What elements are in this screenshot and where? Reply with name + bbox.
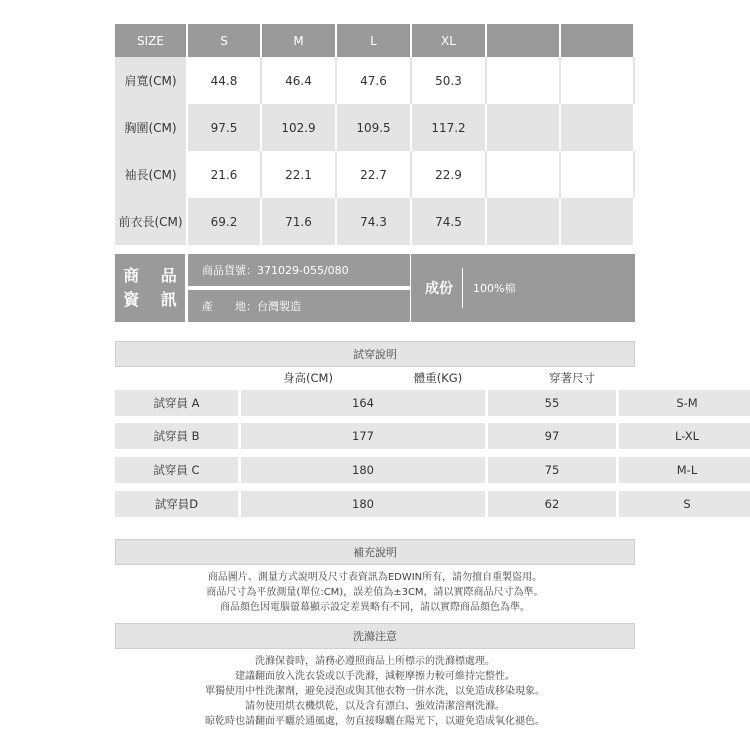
washing-notes: [115, 654, 635, 729]
size-header-cell: XL: [412, 24, 487, 57]
size-header-cell: [487, 24, 561, 57]
product-info-title: [115, 254, 185, 322]
size-header-cell: L: [337, 24, 412, 57]
tryon-height: 164: [241, 390, 485, 416]
size-value-cell: [561, 104, 635, 151]
size-table-header-row: [115, 24, 635, 57]
size-value-cell: 109.5: [337, 104, 412, 151]
composition-value: 100%棉: [473, 282, 516, 295]
size-header-cell: S: [188, 24, 262, 57]
size-value-cell: 22.9: [412, 151, 487, 198]
composition-box: [411, 254, 635, 322]
size-value-cell: 117.2: [412, 104, 487, 151]
sku-line: [188, 254, 410, 286]
tryon-size: S: [619, 491, 750, 517]
tryon-row: [115, 491, 691, 517]
composition-divider: [462, 268, 463, 308]
tryon-row: [115, 423, 700, 449]
size-value-cell: 21.6: [188, 151, 262, 198]
tryon-name: 試穿員 A: [115, 390, 238, 416]
size-value-cell: [487, 151, 561, 198]
size-value-cell: 102.9: [262, 104, 337, 151]
tryon-height: 180: [241, 491, 485, 517]
size-header-cell: M: [262, 24, 337, 57]
origin-value: 台灣製造: [257, 300, 301, 313]
sku-label: 商品貨號：: [202, 264, 257, 277]
tryon-col-size: 穿著尺寸: [549, 371, 595, 385]
size-table-row: [115, 57, 635, 104]
tryon-weight: 97: [488, 423, 616, 449]
size-value-cell: [487, 57, 561, 104]
tryon-size: S-M: [619, 390, 750, 416]
size-value-cell: 71.6: [262, 198, 337, 245]
tryon-row: [115, 457, 698, 483]
size-value-cell: 22.7: [337, 151, 412, 198]
tryon-name: 試穿員D: [115, 491, 238, 517]
washing-line: 建議翻面放入洗衣袋或以手洗滌，減輕摩擦力較可維持完整性。: [235, 671, 515, 682]
size-value-cell: 50.3: [412, 57, 487, 104]
washing-line: 請勿使用烘衣機烘乾，以及含有漂白、強效清潔溶劑洗滌。: [245, 701, 505, 712]
tryon-col-height: 身高(CM): [283, 371, 333, 385]
tryon-weight: 62: [488, 491, 616, 517]
size-value-cell: 74.5: [412, 198, 487, 245]
supplement-section-header: 補充說明: [115, 539, 635, 565]
supplement-line: 商品顏色因電腦螢幕顯示設定差異略有不同，請以實際商品顏色為準。: [220, 602, 530, 613]
size-table-row: [115, 198, 635, 245]
size-table-row: [115, 104, 635, 151]
tryon-size: L-XL: [619, 423, 750, 449]
size-value-cell: [561, 57, 635, 104]
tryon-column-headers: [115, 370, 635, 388]
size-table-row: [115, 151, 635, 198]
tryon-size: M-L: [619, 457, 750, 483]
washing-section-header: 洗滌注意: [115, 623, 635, 649]
washing-line: 單獨使用中性洗潔劑，避免浸泡或與其他衣物一併水洗，以免造成移染現象。: [205, 686, 545, 697]
size-value-cell: 46.4: [262, 57, 337, 104]
size-value-cell: [561, 151, 635, 198]
product-info-title-line: 商 品: [123, 266, 185, 285]
size-value-cell: 44.8: [188, 57, 262, 104]
size-row-label: 前衣長(CM): [115, 198, 188, 245]
size-header-cell: [561, 24, 635, 57]
washing-line: 晾乾時也請翻面平曬於通風處，勿直接曝曬在陽光下，以避免造成氧化褪色。: [205, 716, 545, 727]
supplement-line: 商品圖片、測量方式說明及尺寸表資訊為EDWIN所有，請勿擅自重製盜用。: [207, 572, 543, 583]
tryon-weight: 75: [488, 457, 616, 483]
size-table: [115, 24, 635, 245]
tryon-weight: 55: [488, 390, 616, 416]
tryon-name: 試穿員 C: [115, 457, 238, 483]
size-value-cell: 97.5: [188, 104, 262, 151]
tryon-height: 180: [241, 457, 485, 483]
product-info: [115, 254, 635, 322]
size-value-cell: 47.6: [337, 57, 412, 104]
composition-label: 成份: [425, 281, 453, 297]
washing-line: 洗滌保養時，請務必遵照商品上所標示的洗滌標處理。: [255, 656, 495, 667]
origin-line: [188, 290, 410, 322]
origin-label: 產 地：: [202, 300, 257, 313]
size-row-label: 袖長(CM): [115, 151, 188, 198]
size-value-cell: [487, 104, 561, 151]
supplement-notes: [115, 570, 635, 615]
sku-value: 371029-055/080: [257, 263, 349, 277]
tryon-section-header: 試穿說明: [115, 341, 635, 367]
product-info-details: [188, 254, 410, 322]
size-value-cell: [487, 198, 561, 245]
supplement-line: 商品尺寸為平放測量(單位:CM)，誤差值為±3CM，請以實際商品尺寸為準。: [206, 587, 544, 598]
tryon-row: [115, 390, 698, 416]
tryon-col-weight: 體重(KG): [413, 371, 463, 385]
size-row-label: 肩寬(CM): [115, 57, 188, 104]
size-value-cell: 69.2: [188, 198, 262, 245]
size-value-cell: 74.3: [337, 198, 412, 245]
size-header-cell: SIZE: [115, 24, 188, 57]
size-row-label: 胸圍(CM): [115, 104, 188, 151]
tryon-name: 試穿員 B: [115, 423, 238, 449]
product-info-title-line: 資 訊: [123, 290, 185, 309]
size-value-cell: [561, 198, 635, 245]
size-value-cell: 22.1: [262, 151, 337, 198]
tryon-height: 177: [241, 423, 485, 449]
